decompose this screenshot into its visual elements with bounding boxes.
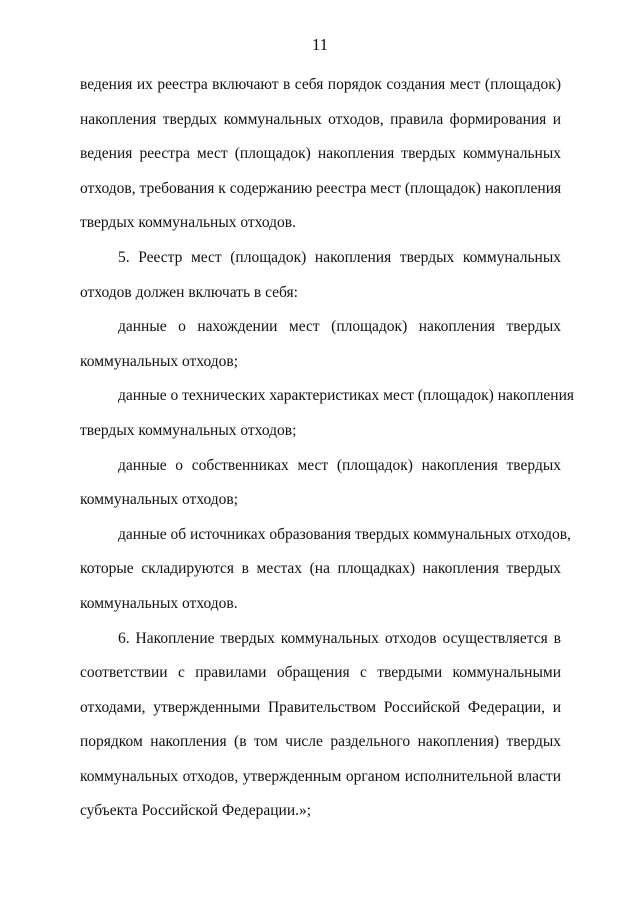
text-line: коммунальных отходов; [80, 352, 239, 370]
document-body [80, 68, 575, 829]
text-line: субъекта Российской Федерации.»; [80, 802, 312, 820]
page-number: 11 [311, 35, 329, 54]
text-line: коммунальных отходов, утвержденным органом исполнительной власти [80, 767, 561, 785]
text-line: коммунальных отходов. [80, 594, 238, 612]
text-line: отходами, утвержденными Правительством Российской Федерации, и [80, 698, 561, 716]
text-line: данные о технических характеристиках мест (площадок) накопления [118, 387, 575, 405]
text-line: 6. Накопление твердых коммунальных отходов осуществляется в [118, 629, 561, 647]
text-line: твердых коммунальных отходов. [80, 214, 296, 232]
text-line: отходов, требования к содержанию реестра мест (площадок) накопления [80, 179, 562, 197]
text-line: 5. Реестр мест (площадок) накопления твердых коммунальных [118, 248, 561, 266]
text-line: накопления твердых коммунальных отходов, правила формирования и [80, 110, 561, 128]
text-line: соответствии с правилами обращения с твердыми коммунальными [80, 664, 561, 682]
text-line: данные об источниках образования твердых коммунальных отходов, [118, 525, 571, 543]
text-line: которые складируются в местах (на площадках) накопления твердых [80, 560, 561, 578]
text-line: ведения реестра мест (площадок) накопления твердых коммунальных [80, 145, 561, 163]
text-line: порядком накопления (в том числе раздельного накопления) твердых [80, 733, 561, 751]
text-line: данные о нахождении мест (площадок) накопления твердых [118, 318, 561, 336]
text-line: твердых коммунальных отходов; [80, 421, 297, 439]
text-line: данные о собственниках мест (площадок) накопления твердых [118, 456, 561, 474]
text-line: отходов должен включать в себя: [80, 283, 298, 301]
text-line: ведения их реестра включают в себя порядок создания мест (площадок) [80, 76, 561, 93]
text-line: коммунальных отходов; [80, 491, 239, 509]
